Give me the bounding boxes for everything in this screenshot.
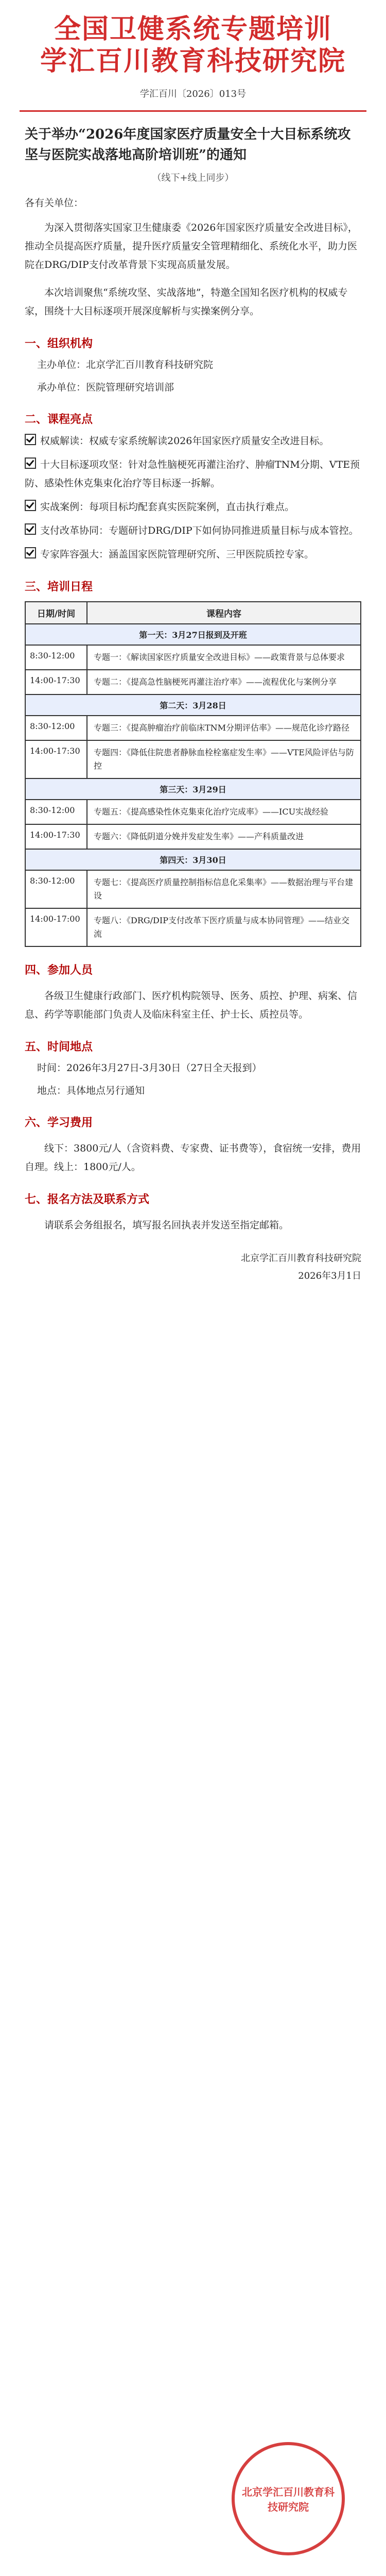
- row-content: 专题四：《降低住院患者静脉血栓栓塞症发生率》——VTE风险评估与防控: [94, 748, 354, 771]
- table-row: [26, 741, 360, 778]
- schedule-header-row: [26, 602, 360, 624]
- host-label: 主办单位：: [37, 359, 86, 370]
- row-time: 14:00-17:30: [26, 670, 87, 694]
- table-row: [26, 670, 360, 694]
- section-fee: 六、学习费用: [25, 1116, 93, 1129]
- checkbox-icon: [25, 547, 36, 558]
- participants-text: 各级卫生健康行政部门、医疗机构院领导、医务、质控、护理、病案、信息、药学等职能部门负责人及临床科室主任、护士长、质控员等。: [25, 990, 358, 1020]
- highlight-text: 专家阵容强大：涵盖国家医院管理研究所、三甲医院质控专家。: [40, 549, 314, 560]
- place-line: [37, 1082, 361, 1099]
- highlight-item: [25, 432, 361, 450]
- row-time: 14:00-17:30: [26, 741, 87, 778]
- row-time: 14:00-17:00: [26, 909, 87, 946]
- red-divider: [20, 110, 366, 112]
- day-title: 第一天：3月27日报到及开班: [26, 624, 360, 646]
- time-line: [37, 1059, 361, 1077]
- document-number: 学汇百川〔2026〕013号: [139, 89, 247, 99]
- seal-text: 北京学汇百川教育科技研究院: [242, 2486, 335, 2513]
- section-schedule: 三、培训日程: [25, 580, 93, 594]
- coorganizer-value: 医院管理研究培训部: [86, 382, 174, 393]
- section-participants: 四、参加人员: [25, 963, 93, 977]
- signature-block: [25, 1250, 361, 1285]
- checkbox-icon: [25, 500, 36, 511]
- row-time: 8:30-12:00: [26, 646, 87, 669]
- day-title: 第四天：3月30日: [26, 850, 360, 871]
- salutation: 各有关单位：: [25, 197, 84, 209]
- intro-paragraph-2: 本次培训聚焦“系统攻坚、实战落地”，特邀全国知名医疗机构的权威专家，围绕十大目标逐项开展深度解析与实操案例分享。: [25, 287, 348, 317]
- host-value: 北京学汇百川教育科技研究院: [86, 359, 214, 370]
- official-seal: [232, 2442, 345, 2555]
- checkbox-icon: [25, 434, 36, 445]
- row-content: 专题六：《降低阴道分娩并发症发生率》——产科质量改进: [94, 832, 304, 841]
- section-signup: 七、报名方法及联系方式: [25, 1193, 150, 1206]
- schedule-header-time: 日期/时间: [26, 602, 87, 623]
- schedule-header-content: 课程内容: [206, 609, 241, 619]
- red-header: [0, 0, 386, 77]
- table-row: [26, 871, 360, 909]
- header-line-1: 全国卫健系统专题培训: [54, 14, 332, 45]
- signup-text: 请联系会务组报名，填写报名回执表并发送至指定邮箱。: [44, 1219, 289, 1231]
- time-label: 时间：: [37, 1062, 67, 1074]
- coorganizer-line: [37, 379, 361, 396]
- row-content: 专题一：《解读国家医疗质量安全改进目标》——政策背景与总体要求: [94, 652, 345, 662]
- highlight-text: 十大目标逐项攻坚：针对急性脑梗死再灌注治疗、肿瘤TNM分期、VTE预防、感染性休克集束化治疗等目标逐一拆解。: [25, 459, 360, 489]
- place-value: 具体地点另行通知: [66, 1085, 145, 1096]
- notice-subtitle: （线下+线上同步）: [152, 173, 234, 183]
- highlight-item: [25, 545, 361, 564]
- table-row: [26, 825, 360, 849]
- coorganizer-label: 承办单位：: [37, 382, 86, 393]
- checkbox-icon: [25, 523, 36, 535]
- day-title: 第二天：3月28日: [26, 695, 360, 716]
- intro-paragraph-1: 为深入贯彻落实国家卫生健康委《2026年国家医疗质量安全改进目标》，推动全员提高医疗质量，提升医疗质量安全管理精细化、系统化水平，助力医院在DRG/DIP支付改革背景下实现高质量发展。: [25, 222, 358, 270]
- time-value: 2026年3月27日-3月30日（27日全天报到）: [66, 1062, 262, 1074]
- schedule-day-2: [26, 695, 360, 779]
- table-row: [26, 909, 360, 946]
- highlight-item: [25, 498, 361, 516]
- section-time-place: 五、时间地点: [25, 1040, 93, 1054]
- table-row: [26, 800, 360, 825]
- schedule-table: [25, 601, 361, 947]
- fee-text: 线下：3800元/人（含资料费、专家费、证书费等），食宿统一安排，费用自理。线上：1800元/人。: [25, 1143, 361, 1173]
- day-title: 第三天：3月29日: [26, 779, 360, 800]
- row-time: 8:30-12:00: [26, 871, 87, 908]
- table-row: [26, 646, 360, 670]
- section-highlights: 二、课程亮点: [25, 413, 93, 426]
- row-content: 专题五：《提高感染性休克集束化治疗完成率》——ICU实战经验: [94, 807, 329, 817]
- highlight-text: 实战案例：每项目标均配套真实医院案例，直击执行难点。: [40, 501, 295, 513]
- row-time: 8:30-12:00: [26, 716, 87, 740]
- row-time: 14:00-17:30: [26, 825, 87, 849]
- host-line: [37, 356, 361, 374]
- checkbox-icon: [25, 457, 36, 469]
- row-content: 专题八：《DRG/DIP支付改革下医疗质量与成本协同管理》——结业交流: [94, 916, 349, 939]
- row-content: 专题二：《提高急性脑梗死再灌注治疗率》——流程优化与案例分享: [94, 677, 337, 687]
- highlight-text: 权威解读：权威专家系统解读2026年国家医疗质量安全改进目标。: [40, 435, 329, 447]
- schedule-day-3: [26, 779, 360, 850]
- row-content: 专题七：《提高医疗质量控制指标信息化采集率》——数据治理与平台建设: [94, 877, 354, 901]
- highlight-item: [25, 455, 361, 493]
- section-organization: 一、组织机构: [25, 337, 93, 350]
- row-content: 专题三：《提高肿瘤治疗前临床TNM分期评估率》——规范化诊疗路径: [94, 723, 350, 733]
- schedule-day-4: [26, 850, 360, 946]
- signature-org: 北京学汇百川教育科技研究院: [241, 1253, 361, 1264]
- notice-title: 关于举办“2026年度国家医疗质量安全十大目标系统攻坚与医院实战落地高阶培训班”的通知: [25, 127, 351, 163]
- header-line-2: 学汇百川教育科技研究院: [40, 46, 346, 77]
- schedule-day-1: [26, 624, 360, 695]
- table-row: [26, 716, 360, 741]
- row-time: 8:30-12:00: [26, 800, 87, 824]
- highlight-text: 支付改革协同：专题研讨DRG/DIP下如何协同推进质量目标与成本管控。: [40, 525, 359, 536]
- signature-date: 2026年3月1日: [298, 1270, 361, 1281]
- highlight-item: [25, 521, 361, 540]
- place-label: 地点：: [37, 1085, 67, 1096]
